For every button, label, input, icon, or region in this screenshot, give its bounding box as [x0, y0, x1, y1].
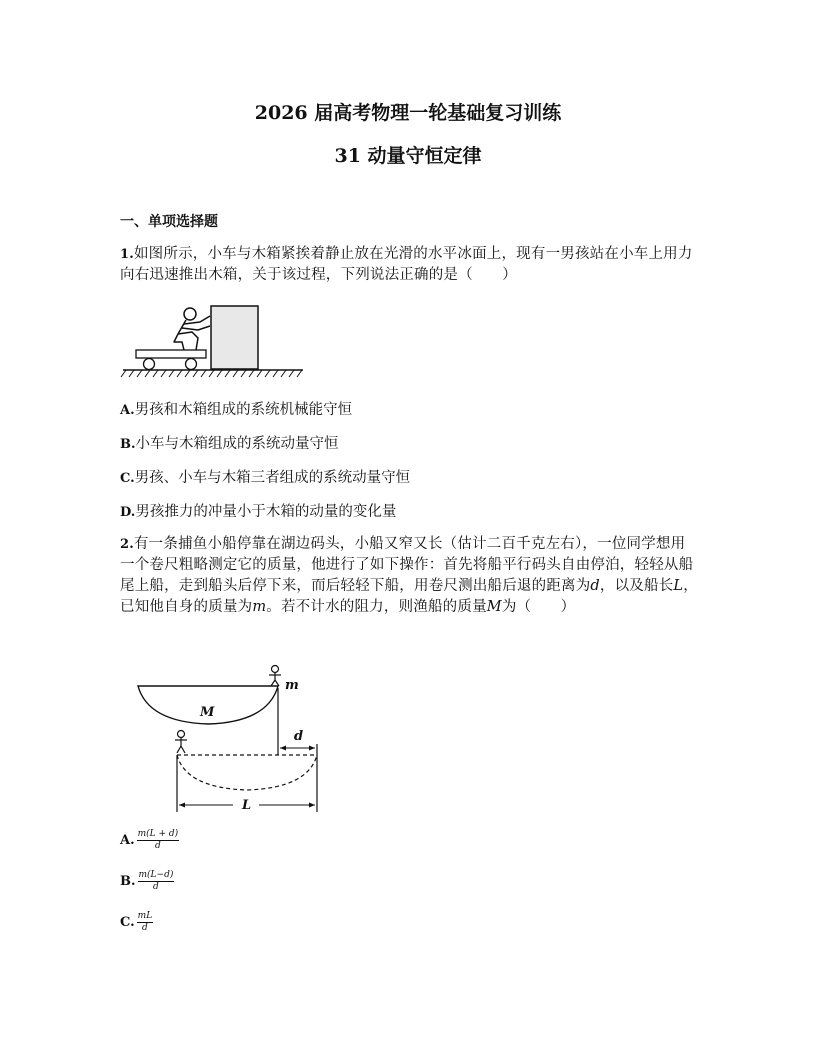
- label-d: d: [294, 729, 304, 744]
- option-label: A.: [120, 833, 135, 848]
- question-text-c: ，已知他自身的质量为: [120, 578, 698, 615]
- q1-option-b[interactable]: [120, 432, 339, 453]
- option-label: C.: [120, 915, 135, 930]
- option-label: B.: [120, 874, 136, 889]
- question-1: [120, 244, 700, 286]
- q1-option-a[interactable]: [120, 398, 352, 419]
- question-number: 1.: [120, 247, 134, 262]
- question-text-b: ，以及船长: [599, 578, 674, 594]
- option-label: D.: [120, 505, 136, 520]
- question-text: 有一条捕鱼小船停靠在湖边码头，小船又窄又长（估计二百千克左右），一位同学想用一个卷尺粗略测定它的质量，他进行了如下操作：首先将船平行码头自由停泊，轻轻从船尾上船，走到船头后停下来，而后轻轻下船，用卷尺测出船后退的距离为: [120, 536, 694, 594]
- q1-option-c[interactable]: [120, 466, 410, 487]
- q2-option-a[interactable]: [120, 829, 179, 852]
- question-text-d: 。若不计水的阻力，则渔船的质量: [266, 599, 487, 615]
- question-text: 如图所示，小车与木箱紧挨着静止放在光滑的水平冰面上，现有一男孩站在小车上用力向右迅速推出木箱，关于该过程，下列说法正确的是（ ）: [120, 246, 693, 283]
- var-d: d: [590, 578, 600, 594]
- label-M: M: [200, 705, 215, 720]
- fraction-numerator: mL: [137, 911, 153, 921]
- fraction-denominator: d: [155, 841, 161, 851]
- var-L: L: [673, 578, 684, 594]
- var-M: M: [486, 599, 502, 615]
- option-text: 男孩和木箱组成的系统机械能守恒: [134, 402, 353, 418]
- label-L: L: [242, 798, 252, 813]
- option-fraction: [137, 911, 154, 934]
- question-2: [120, 534, 700, 618]
- question-text-e: 为（ ）: [501, 599, 576, 615]
- option-label: C.: [120, 471, 135, 486]
- option-text: 男孩推力的冲量小于木箱的动量的变化量: [135, 504, 397, 520]
- fraction-numerator: m(L−d): [138, 870, 174, 880]
- option-label: B.: [120, 437, 136, 452]
- option-fraction: [138, 870, 175, 893]
- var-m: m: [252, 599, 267, 615]
- q2-option-c[interactable]: [120, 911, 153, 934]
- cart-box-figure: [120, 300, 320, 382]
- q2-option-b[interactable]: [120, 870, 174, 893]
- fraction-numerator: m(L + d): [137, 829, 179, 839]
- page-title: 2026 届高考物理一轮基础复习训练: [254, 102, 562, 124]
- option-text: 小车与木箱组成的系统动量守恒: [135, 436, 339, 452]
- question-number: 2.: [120, 537, 134, 552]
- option-fraction: [137, 829, 180, 852]
- section-heading: 一、单项选择题: [120, 214, 218, 230]
- option-label: A.: [120, 403, 135, 418]
- page-subtitle: 31 动量守恒定律: [334, 145, 482, 167]
- label-m: m: [285, 678, 299, 693]
- q1-option-d[interactable]: [120, 500, 396, 521]
- fraction-denominator: d: [142, 923, 148, 933]
- fraction-denominator: d: [153, 882, 159, 892]
- boat-figure: [128, 660, 333, 818]
- option-text: 男孩、小车与木箱三者组成的系统动量守恒: [134, 470, 411, 486]
